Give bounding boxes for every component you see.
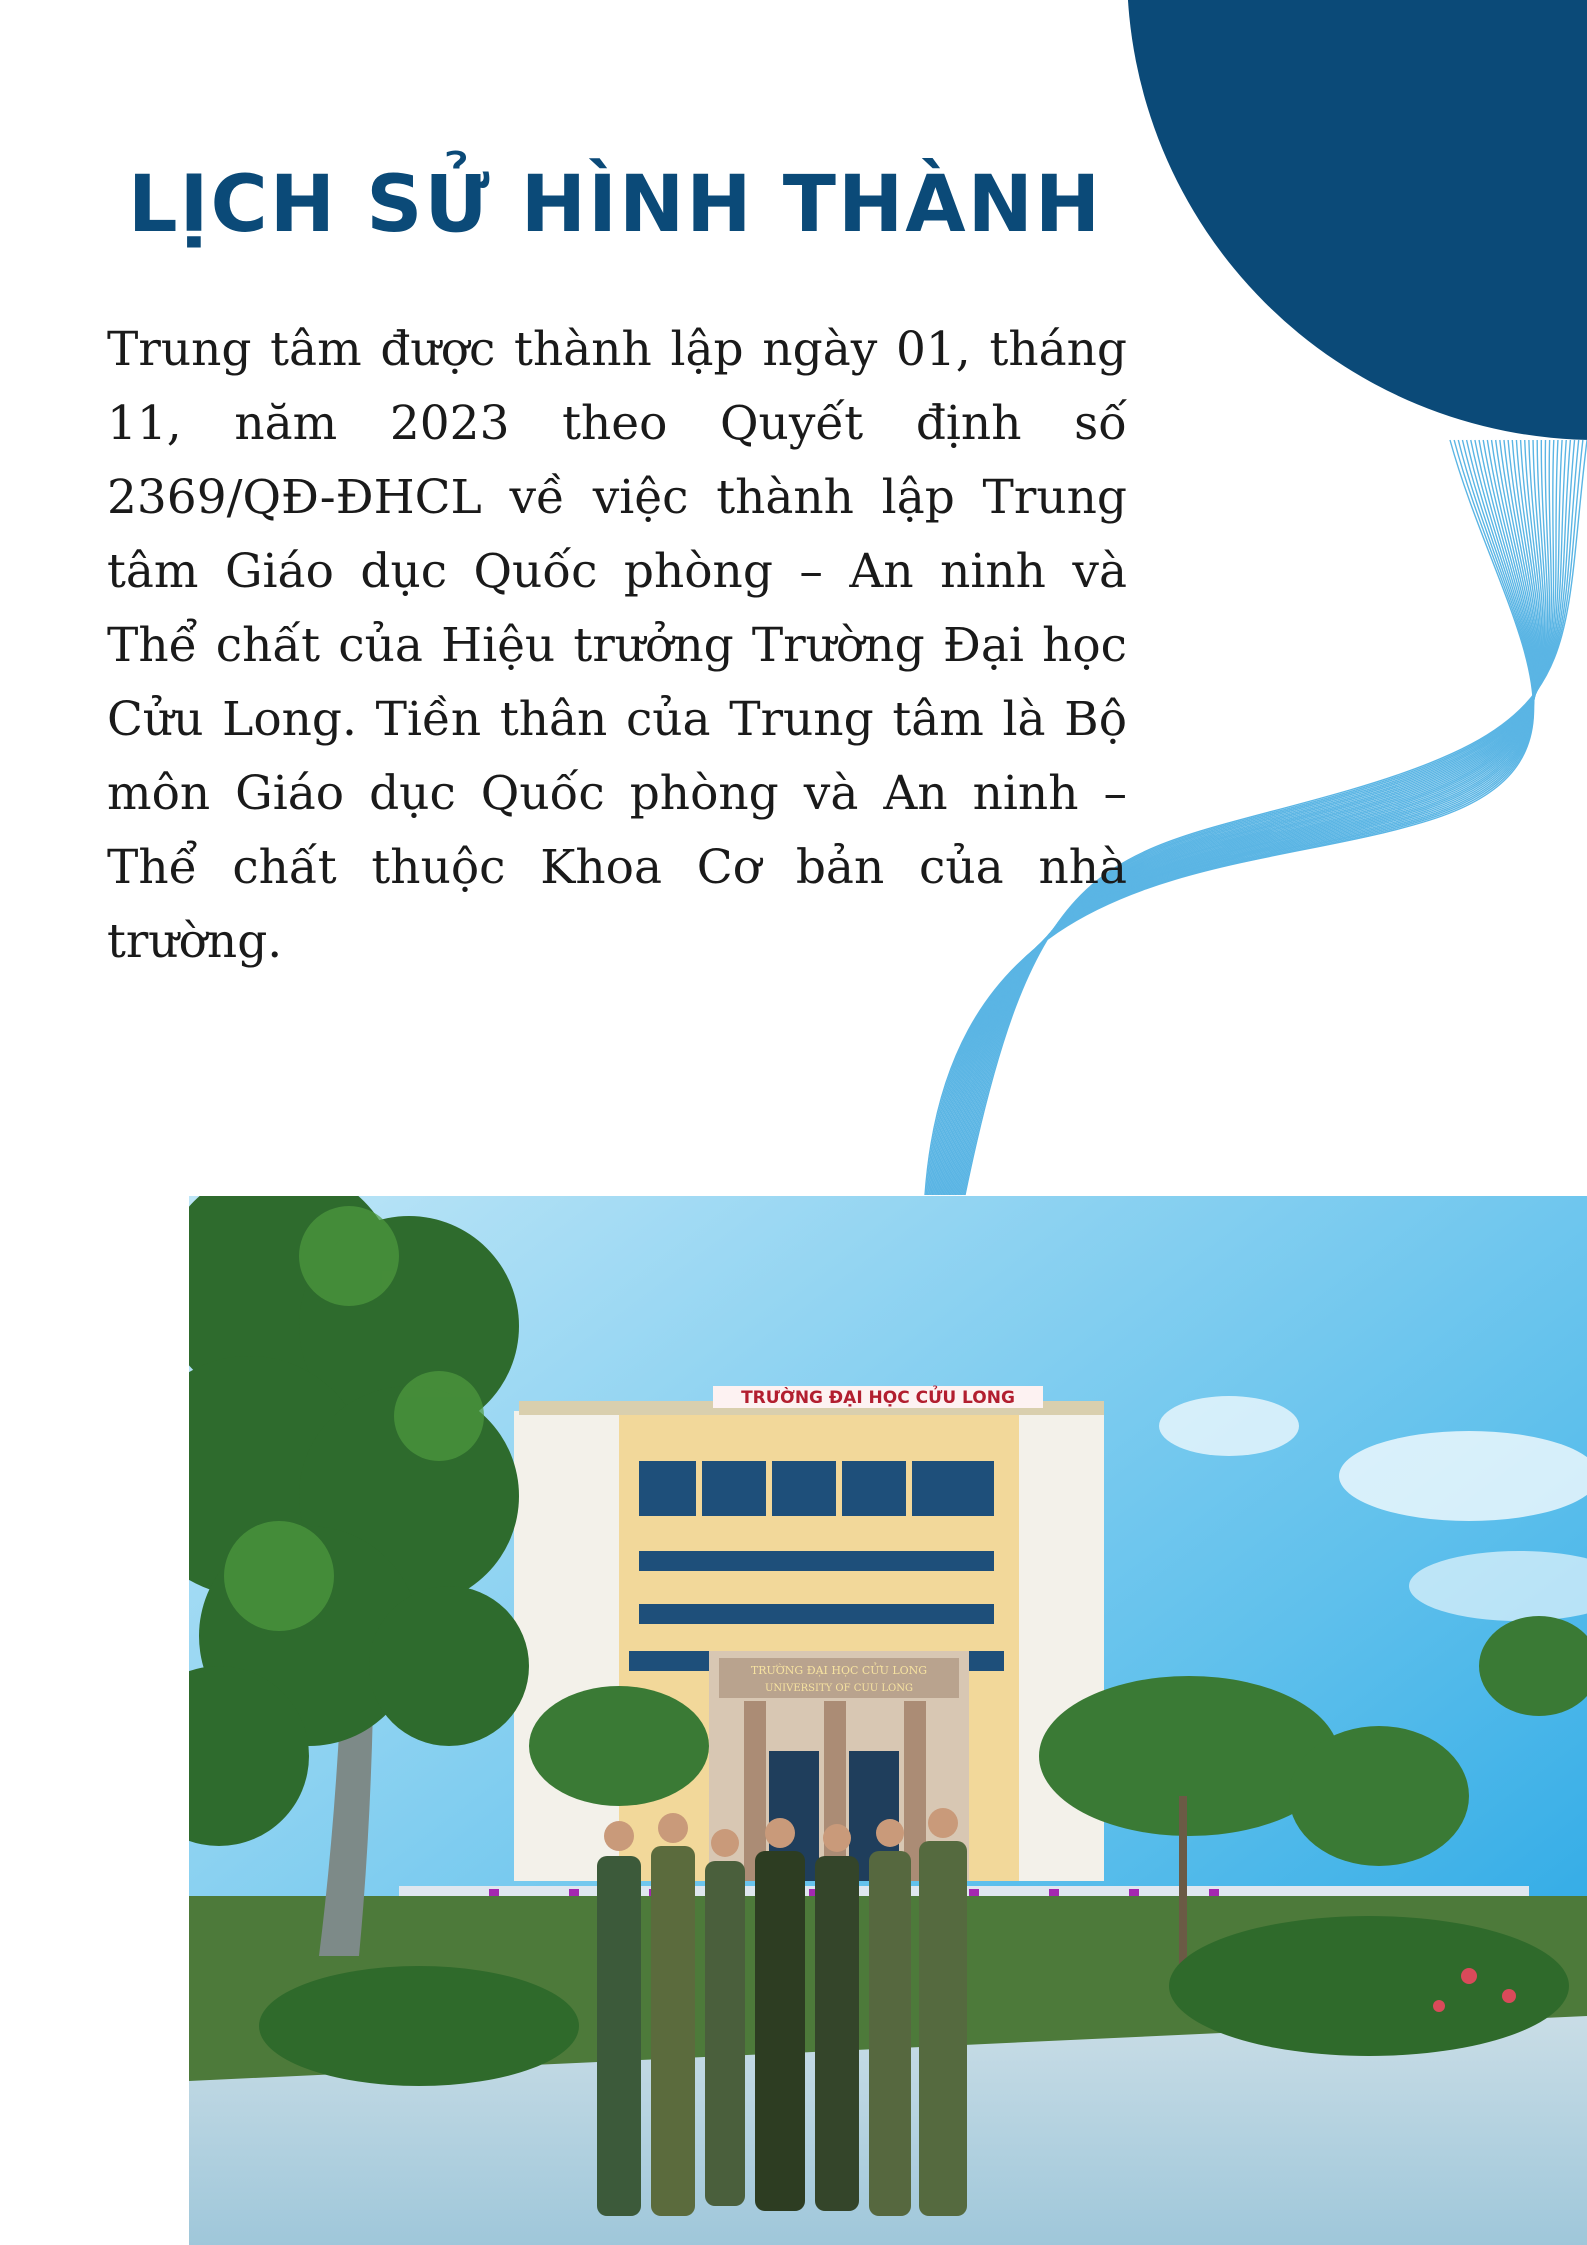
page-title: LỊCH SỬ HÌNH THÀNH — [127, 160, 1103, 250]
building-roof-sign: TRƯỜNG ĐẠI HỌC CỬU LONG — [741, 1388, 1015, 1408]
entrance-sign-line1: TRƯỜNG ĐẠI HỌC CỬU LONG — [750, 1664, 928, 1677]
entrance-sign-line2: UNIVERSITY OF CUU LONG — [764, 1683, 914, 1694]
history-paragraph: Trung tâm được thành lập ngày 01, tháng 11, năm 2023 theo Quyết định số 2369/QĐ-ĐHCL về việc thành lập Trung tâm Giáo dục Quốc phòng – An ninh và Thể chất của Hiệu trưởng Trường Đại học Cửu Long. Tiền thân của Trung tâm là Bộ môn Giáo dục Quốc phòng và An ninh – Thể chất thuộc Khoa Cơ bản của nhà trường. — [107, 322, 1127, 969]
campus-group-photo — [189, 1196, 1587, 2245]
